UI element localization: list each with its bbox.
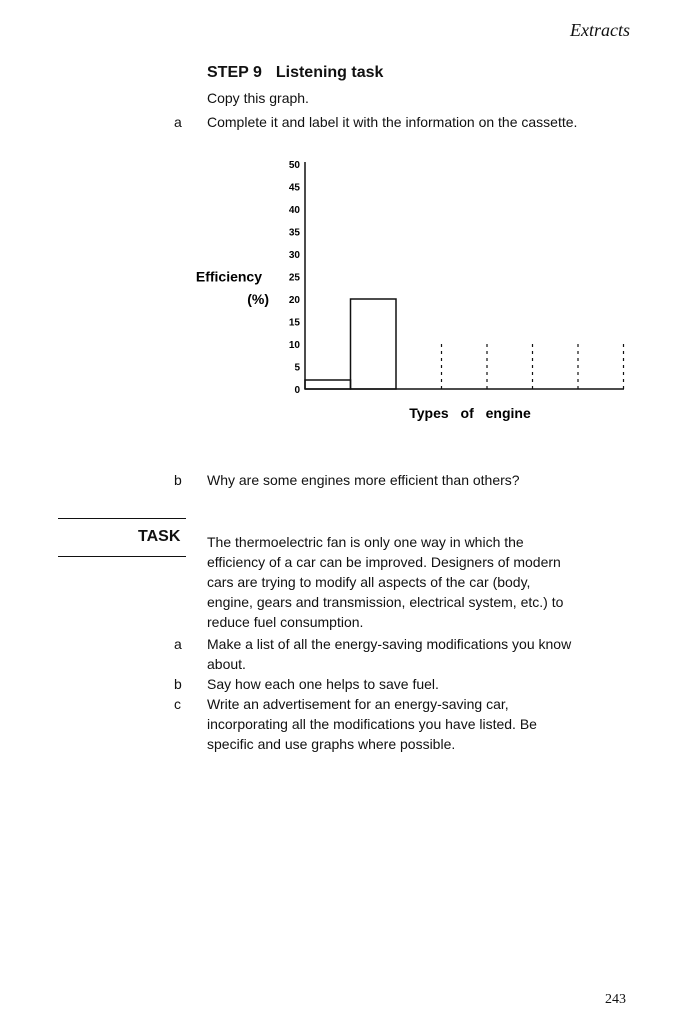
item-letter: a xyxy=(174,114,182,130)
item-letter: b xyxy=(174,472,182,488)
task-item-letter: a xyxy=(174,636,182,652)
step-heading xyxy=(207,64,383,82)
y-tick-label: 0 xyxy=(294,385,300,396)
bar xyxy=(305,380,351,389)
y-tick-label: 15 xyxy=(288,317,300,329)
item-text: Why are some engines more efficient than others? xyxy=(207,472,520,488)
y-tick-label: 45 xyxy=(288,182,300,194)
task-item-b xyxy=(207,674,632,694)
running-header: Extracts xyxy=(570,20,630,40)
y-tick-label: 20 xyxy=(288,295,300,306)
y-tick-label: 25 xyxy=(288,272,300,284)
task-item-line: Say how each one helps to save fuel. xyxy=(207,676,439,692)
page-number: 243 xyxy=(605,992,626,1007)
bar xyxy=(351,299,397,389)
y-tick-label: 30 xyxy=(288,250,300,261)
task-intro xyxy=(207,532,632,632)
task-rule-bottom xyxy=(58,556,186,557)
task-item-letter: b xyxy=(174,676,182,692)
y-tick-label: 10 xyxy=(288,340,300,351)
task-rule-top xyxy=(58,518,186,519)
task-label: TASK xyxy=(138,528,181,545)
task-item-line: incorporating all the modifications you have listed. Be xyxy=(207,716,537,732)
item-text: Complete it and label it with the information on the cassette. xyxy=(207,114,578,130)
step-title: Listening task xyxy=(275,64,384,81)
task-intro-line: cars are trying to modify all aspects of the car (body, xyxy=(207,574,531,590)
y-tick-label: 5 xyxy=(294,362,300,374)
task-item-letter: c xyxy=(174,696,181,712)
task-intro-line: engine, gears and transmission, electrical system, etc.) to xyxy=(207,594,564,610)
task-intro-line: reduce fuel consumption. xyxy=(207,614,364,630)
task-intro-line: The thermoelectric fan is only one way in which the xyxy=(207,534,524,550)
y-tick-label: 40 xyxy=(288,205,300,216)
task-item-a xyxy=(207,634,632,674)
y-axis-label: Efficiency xyxy=(195,268,262,285)
task-item-line: specific and use graphs where possible. xyxy=(207,736,456,752)
task-item-line: about. xyxy=(207,656,246,672)
task-item-c xyxy=(207,694,632,754)
y-tick-label: 35 xyxy=(288,227,300,239)
step-number: STEP 9 xyxy=(207,64,262,81)
y-tick-label: 50 xyxy=(288,160,300,171)
step-instruction: Copy this graph. xyxy=(207,90,309,106)
y-axis-unit: (%) xyxy=(247,291,269,307)
x-axis-label: Types of engine xyxy=(409,405,531,421)
task-item-line: Write an advertisement for an energy-saving car, xyxy=(207,696,509,712)
efficiency-bar-chart xyxy=(0,150,676,440)
task-item-line: Make a list of all the energy-saving modifications you know xyxy=(207,636,572,652)
task-intro-line: efficiency of a car can be improved. Designers of modern xyxy=(207,554,561,570)
